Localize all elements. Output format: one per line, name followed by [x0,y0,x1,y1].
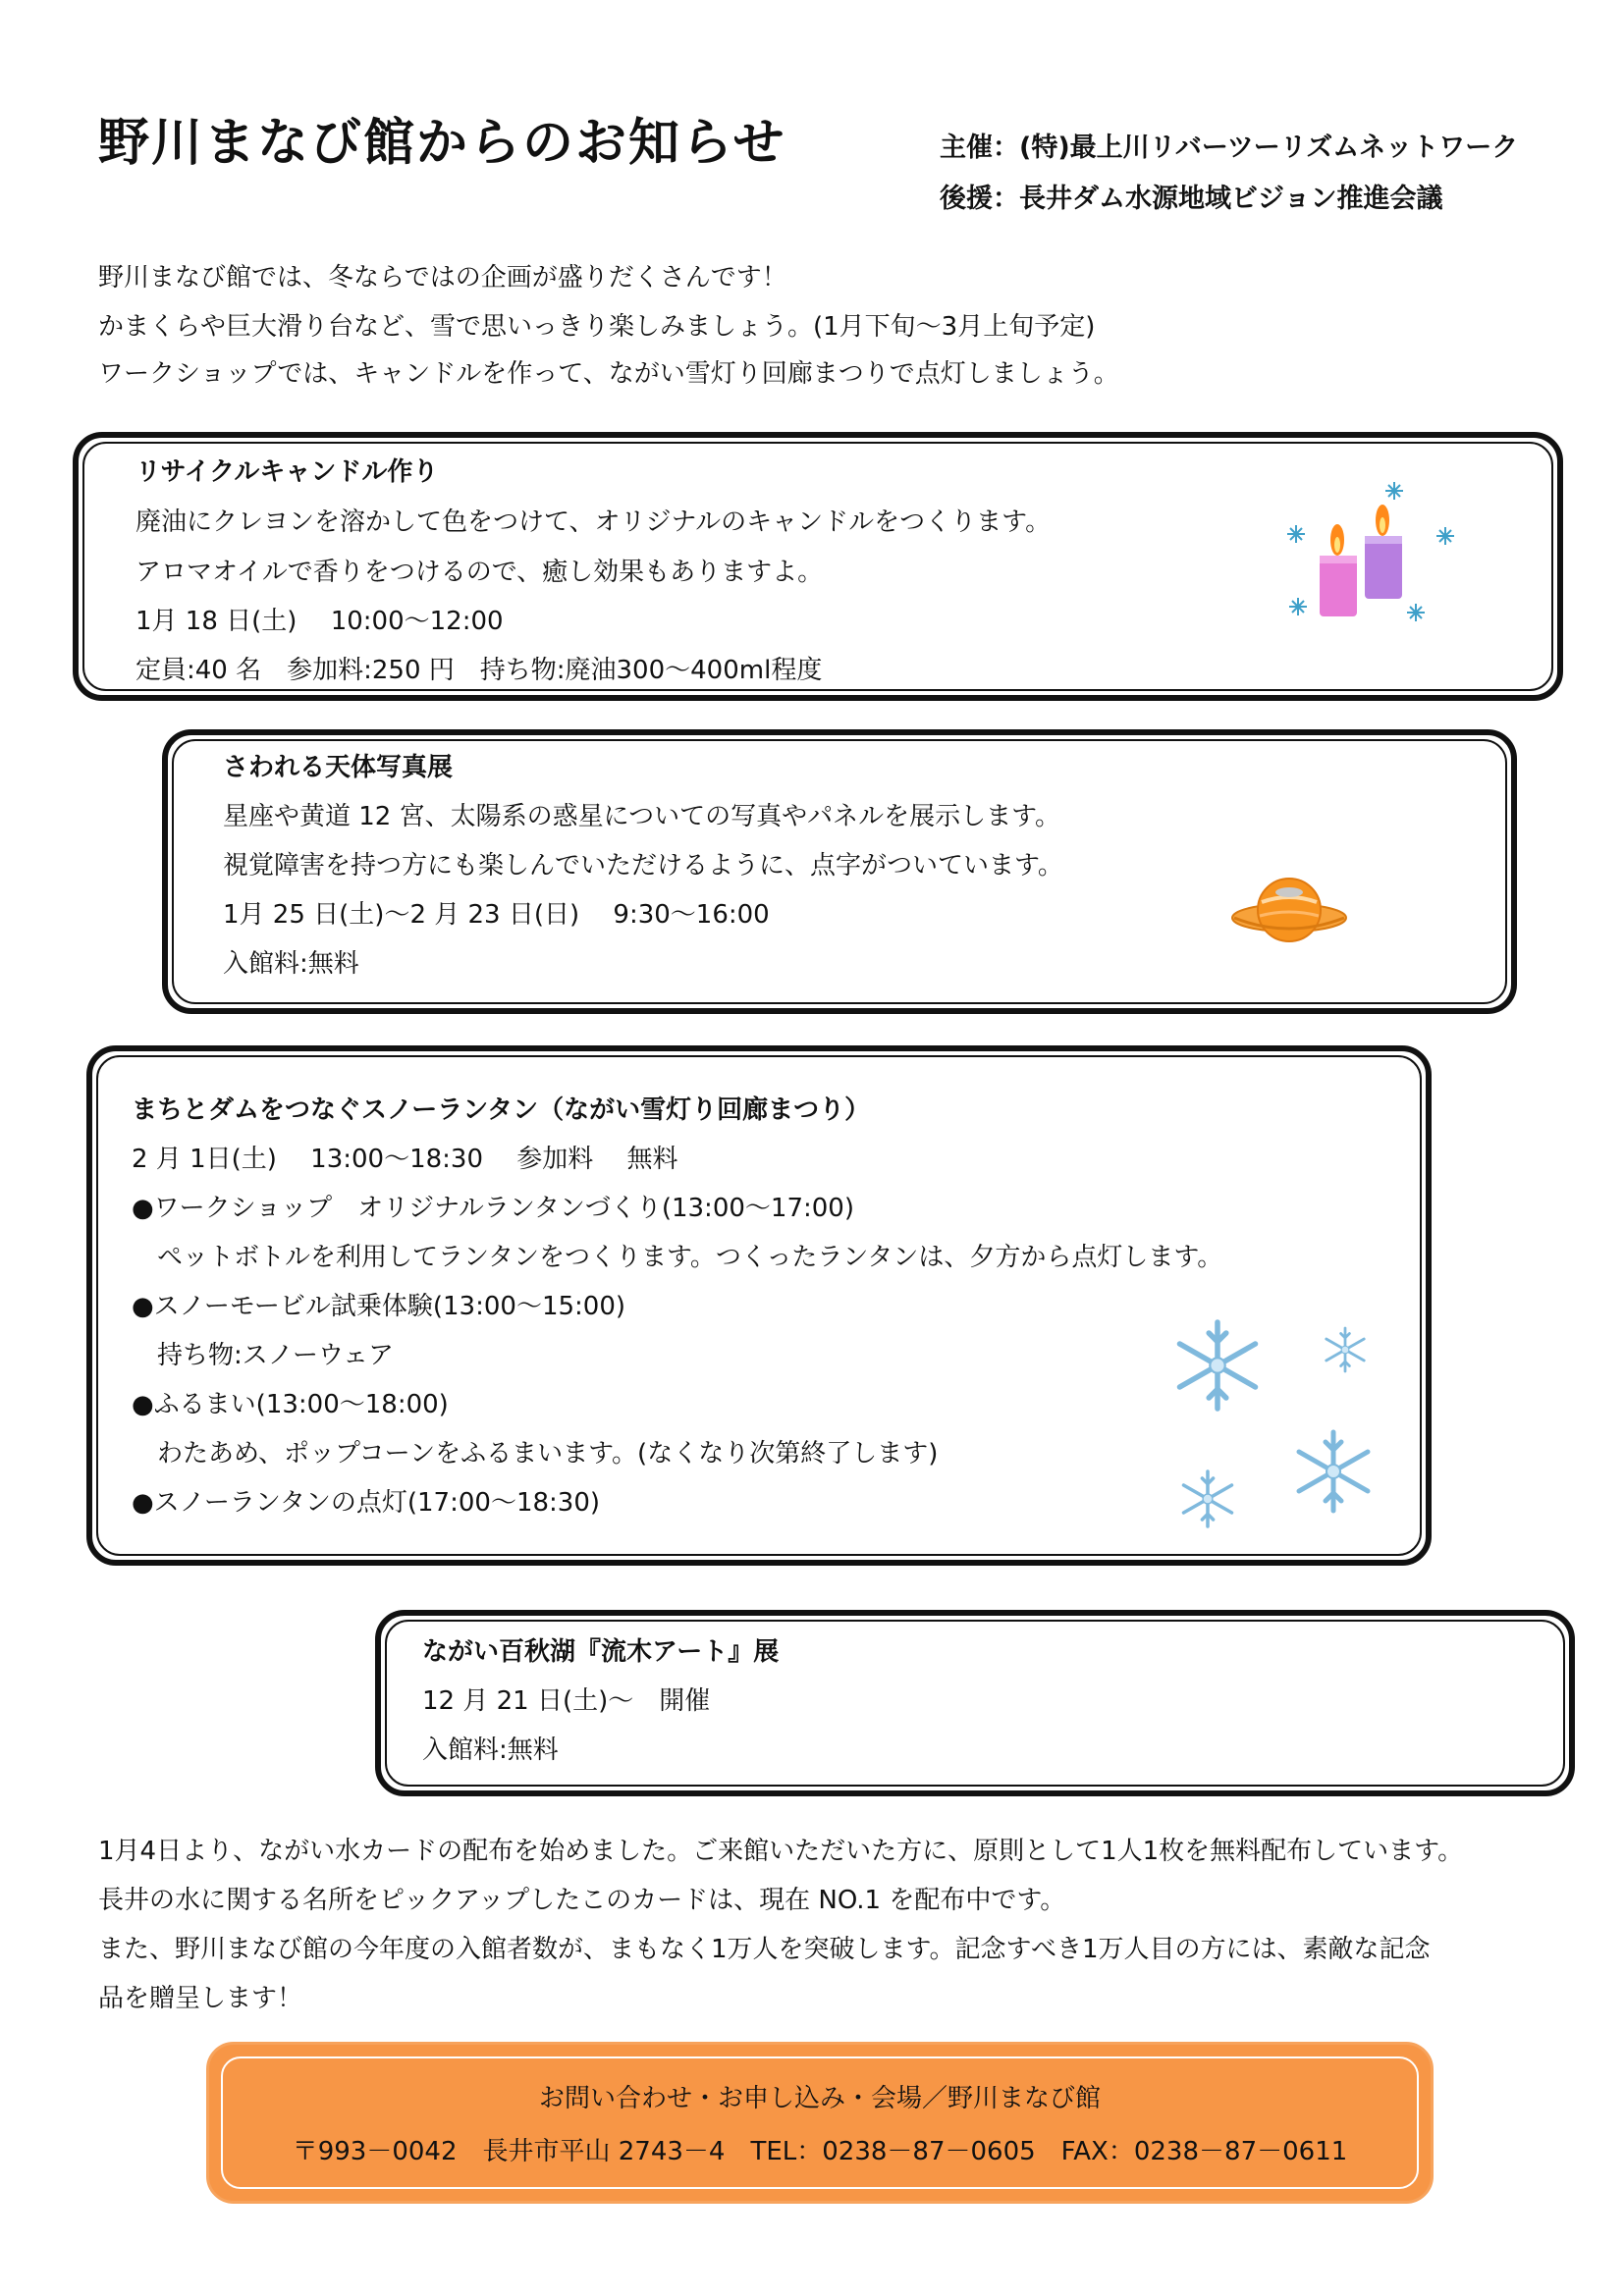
lantern-event-item: ●ワークショップ オリジナルランタンづくり(13:00～17:00) [132,1194,854,1223]
candle-event-fee: 定員:40 名 参加料:250 円 持ち物:廃油300～400ml程度 [135,656,823,685]
notice-line: 長井の水に関する名所をピックアップしたこのカードは、現在 NO.1 を配布中です。 [98,1886,1066,1915]
notice-line: また、野川まなび館の今年度の入館者数が、まもなく1万人を突破します。記念すべき1万人目の方には、素敵な記念 [98,1935,1431,1964]
planet-icon [1230,863,1348,961]
notice-line: 1月4日より、ながい水カードの配布を始めました。ご来館いただいた方に、原則として1人1枚を無料配布しています。 [98,1837,1464,1866]
intro-line: かまくらや巨大滑り台など、雪で思いっきり楽しみましょう。(1月下旬～3月上旬予定) [98,312,1096,342]
candle-event-title: リサイクルキャンドル作り [135,457,439,487]
astro-event-date: 1月 25 日(土)～2 月 23 日(日) 9:30～16:00 [223,900,770,930]
driftwood-event-box [375,1610,1575,1796]
candle-event-line: アロマオイルで香りをつけるので、癒し効果もありますよ。 [135,558,824,587]
intro-line: ワークショップでは、キャンドルを作って、ながい雪灯り回廊まつりで点灯しましょう。 [98,359,1119,389]
intro-line: 野川まなび館では、冬ならではの企画が盛りだくさんです！ [98,263,787,293]
lantern-event-item: ●ふるまい(13:00～18:00) [132,1390,449,1419]
candle-event-box [73,432,1563,701]
contact-box [206,2042,1434,2204]
lantern-event-item: ●スノーモービル試乗体験(13:00～15:00) [132,1292,626,1321]
lantern-event-box [86,1045,1432,1566]
lantern-event-date: 2 月 1日(土) 13:00～18:30 参加料 無料 [132,1145,678,1174]
astro-event-line: 視覚障害を持つ方にも楽しんでいただけるように、点字がついています。 [223,851,1063,881]
lantern-event-detail: わたあめ、ポップコーンをふるまいます。(なくなり次第終了します) [132,1439,939,1468]
organizer-text: 主催：(特)最上川リバーツーリズムネットワーク [940,133,1519,163]
candle-icon [1365,505,1402,599]
candles-illustration [1276,477,1463,634]
driftwood-event-fee: 入館料:無料 [422,1735,559,1765]
snowflake-icon [1180,1322,1256,1409]
lantern-event-detail: ペットボトルを利用してランタンをつくります。つくったランタンは、夕方から点灯します。 [132,1243,1223,1272]
lantern-event-title: まちとダムをつなぐスノーランタン（ながい雪灯り回廊まつり） [132,1095,871,1125]
snowflake-icon [1326,1328,1365,1371]
sponsor-text: 後援：長井ダム水源地域ビジョン推進会議 [940,184,1443,214]
candle-event-date: 1月 18 日(土) 10:00～12:00 [135,607,504,636]
astro-event-line: 星座や黄道 12 宮、太陽系の惑星についての写真やパネルを展示します。 [223,802,1061,831]
snowflake-icon [1299,1432,1368,1511]
astro-event-box [162,729,1517,1014]
snowflake-icon [1184,1471,1232,1526]
candle-icon [1320,524,1357,616]
contact-inner-border [221,2056,1419,2189]
candle-event-line: 廃油にクレヨンを溶かして色をつけて、オリジナルのキャンドルをつくります。 [135,507,1052,537]
driftwood-event-date: 12 月 21 日(土)～ 開催 [422,1686,711,1716]
lantern-event-item: ●スノーランタンの点灯(17:00～18:30) [132,1488,601,1518]
astro-event-fee: 入館料:無料 [223,949,359,979]
astro-event-title: さわれる天体写真展 [223,753,454,782]
page-title: 野川まなび館からのお知らせ [98,114,786,173]
notice-line: 品を贈呈します！ [98,1984,303,2013]
snowflakes-illustration [1159,1307,1424,1542]
lantern-event-detail: 持ち物:スノーウェア [132,1341,394,1370]
contact-address: 〒993－0042 長井市平山 2743－4 TEL：0238－87－0605 FAX：0238－87－0611 [292,2137,1348,2166]
driftwood-event-title: ながい百秋湖『流木アート』展 [422,1637,780,1667]
contact-heading: お問い合わせ・お申し込み・会場／野川まなび館 [538,2084,1101,2113]
